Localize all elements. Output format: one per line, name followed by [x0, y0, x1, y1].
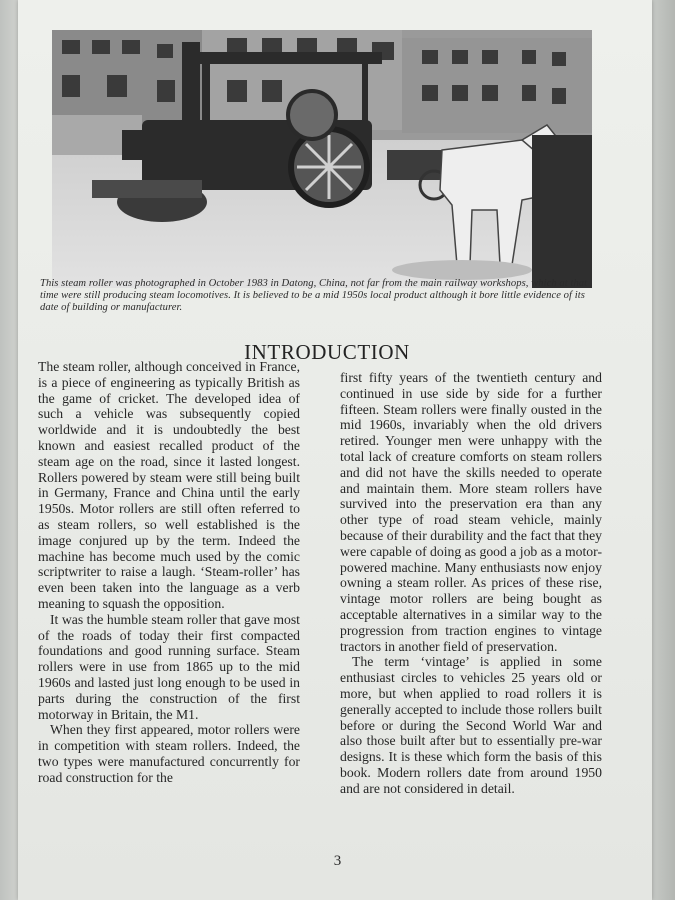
page-number: 3: [333, 853, 342, 869]
photo-illustration: [52, 30, 592, 288]
left-column: [38, 359, 300, 786]
paragraph: It was the humble steam roller that gave most of the roads of today their first compacted foundations and good running surface. Steam rollers were in use from 1865 up to the mid 1960s and lasted just long enough to be used in parts during the construction of the first motorway in Britain, the M1.: [38, 611, 300, 722]
page-heading: INTRODUCTION: [244, 340, 410, 364]
paragraph: The steam roller, although conceived in France, is a piece of engineering as typically British as the game of cricket. The developed idea of such a vehicle was subsequently copied worldwide and it is undoubtedly the best known and easiest recalled product of the steam age on the road, since it lasted longest. Rollers powered by steam were still being built in Germany, France and China until the early 1950s. Motor rollers are still often referred to as steam rollers, so well established is the image conjured up by the term. Indeed the machine has become much used by the comic scriptwriter to raise a laugh. ‘Steam-roller’ has even been taken into the language as a verb meaning to squash the opposition.: [38, 359, 300, 611]
paragraph: first fifty years of the twentieth century and continued in use side by side for a further fifteen. Steam rollers were finally ousted in the mid 1960s, invariably when the old drivers retired. Younger men were unhappy with the total lack of creature comforts on steam rollers and did not have the skills needed to operate and maintain them. More steam rollers have survived into the preservation era than any other type of road steam vehicle, mainly because of their durability and the fact that they were capable of doing as good a job as a motor-powered machine. Many enthusiasts now enjoy owning a steam roller. As prices of these rise, vintage motor rollers are being bought as acceptable alternatives in a similar way to the progression from traction engines to vintage tractors in another field of preservation.: [340, 370, 602, 654]
paragraph: When they first appeared, motor rollers were in competition with steam rollers. Indeed, the two types were manufactured concurrently for road construction for the: [38, 722, 300, 785]
paragraph: The term ‘vintage’ is applied in some enthusiast circles to vehicles 25 years old or more, but when applied to road rollers it is generally accepted to include those rollers built before or during the Second World War and also those built after but to essentially pre-war designs. It is these which form the basis of this book. Modern rollers date from around 1950 and are not considered in detail.: [340, 654, 602, 796]
background-right-edge: [649, 0, 675, 900]
right-column: [340, 370, 602, 797]
photo-caption: This steam roller was photographed in October 1983 in Datong, China, not far from the main railway workshops, which at that time were still producing steam locomotives. It is believed to be a mid 1950s local product although it bore little evidence of its date of building or manufacturer.: [40, 278, 588, 313]
steam-roller-photo: [52, 30, 592, 288]
